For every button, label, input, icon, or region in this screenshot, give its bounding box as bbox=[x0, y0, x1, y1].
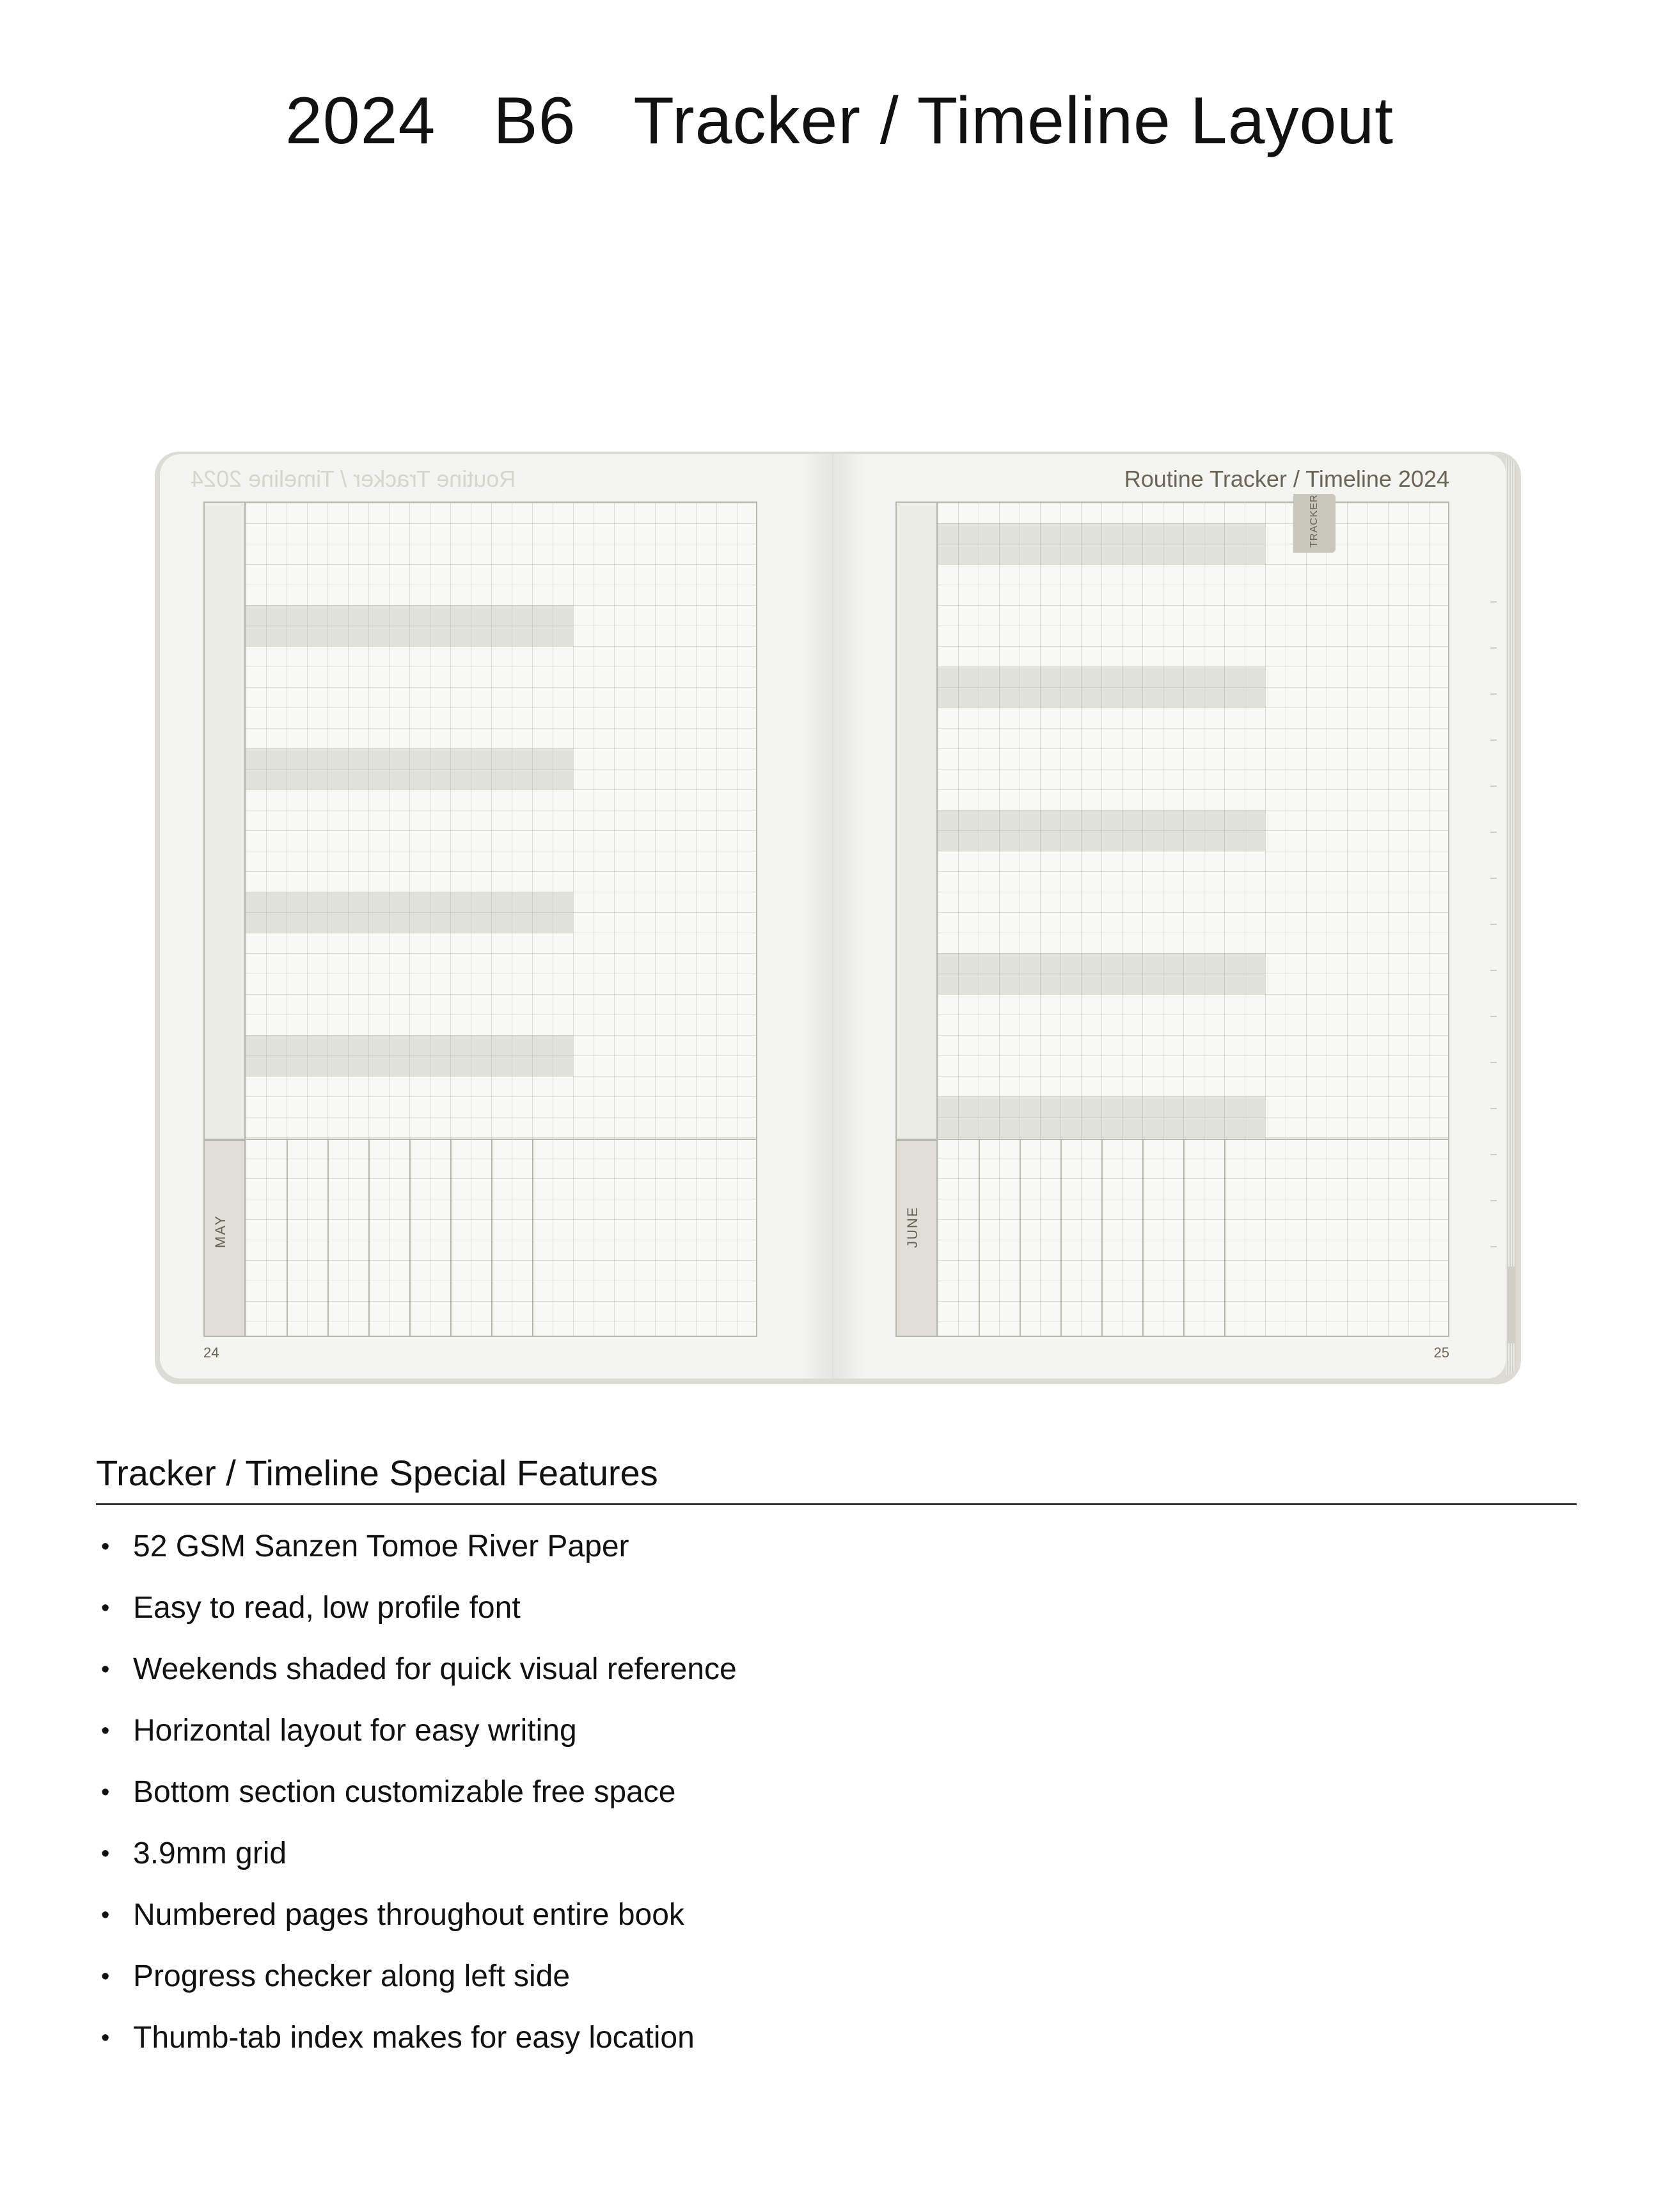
feature-item: • Progress checker along left side bbox=[96, 1948, 737, 2010]
feature-item: • Weekends shaded for quick visual reference bbox=[96, 1641, 737, 1703]
column-line bbox=[368, 1140, 370, 1337]
weekend-shade bbox=[938, 667, 1265, 707]
column-line bbox=[491, 1140, 493, 1337]
may-tracker-grid bbox=[203, 502, 757, 1337]
left-page-number: 24 bbox=[203, 1345, 219, 1361]
weekend-shade bbox=[938, 1096, 1265, 1137]
column-line bbox=[287, 1140, 288, 1337]
progress-checker-ticks bbox=[1490, 557, 1497, 1260]
weekend-shade bbox=[938, 523, 1265, 564]
features-list bbox=[96, 1519, 737, 2071]
weekend-shade bbox=[246, 892, 573, 933]
weekend-shade bbox=[938, 810, 1265, 851]
left-page bbox=[160, 454, 833, 1379]
feature-item: • 52 GSM Sanzen Tomoe River Paper bbox=[96, 1519, 737, 1580]
weekend-shade bbox=[246, 605, 573, 646]
column-line bbox=[1224, 1140, 1226, 1337]
right-page bbox=[833, 454, 1506, 1379]
column-line bbox=[1060, 1140, 1062, 1337]
day-label-column bbox=[205, 503, 246, 1140]
right-page-number: 25 bbox=[1433, 1345, 1449, 1361]
column-line bbox=[450, 1140, 452, 1337]
column-line bbox=[409, 1140, 411, 1337]
june-tracker-grid bbox=[895, 502, 1449, 1337]
column-line bbox=[1020, 1140, 1021, 1337]
column-line bbox=[1142, 1140, 1144, 1337]
page-edges bbox=[1506, 458, 1516, 1375]
column-line bbox=[1101, 1140, 1103, 1337]
thumb-tab-strip bbox=[1508, 1267, 1515, 1343]
column-line bbox=[532, 1140, 533, 1337]
column-line bbox=[327, 1140, 329, 1337]
thumb-tab-label: TRACKER bbox=[1309, 494, 1320, 548]
left-running-title: Routine Tracker / Timeline 2024 bbox=[191, 466, 516, 492]
day-label-column bbox=[897, 503, 938, 1140]
column-line bbox=[979, 1140, 980, 1337]
title-year: 2024 bbox=[285, 84, 436, 158]
month-label-june: JUNE bbox=[904, 1206, 920, 1248]
notebook-spread bbox=[155, 452, 1521, 1384]
title-size: B6 bbox=[493, 84, 576, 158]
feature-item: • Easy to read, low profile font bbox=[96, 1580, 737, 1641]
weekend-shade bbox=[246, 748, 573, 789]
column-line bbox=[1183, 1140, 1185, 1337]
feature-item: • Numbered pages throughout entire book bbox=[96, 1887, 737, 1948]
feature-item: • 3.9mm grid bbox=[96, 1826, 737, 1887]
right-running-title: Routine Tracker / Timeline 2024 bbox=[1124, 466, 1449, 492]
weekend-shade bbox=[246, 1035, 573, 1076]
features-divider bbox=[96, 1503, 1577, 1505]
title-name: Tracker / Timeline Layout bbox=[633, 84, 1394, 158]
month-label-may: MAY bbox=[212, 1214, 228, 1248]
feature-item: • Thumb-tab index makes for easy location bbox=[96, 2010, 737, 2071]
features-title: Tracker / Timeline Special Features bbox=[96, 1453, 658, 1493]
weekend-shade bbox=[938, 953, 1265, 994]
feature-item: • Horizontal layout for easy writing bbox=[96, 1703, 737, 1764]
feature-item: • Bottom section customizable free space bbox=[96, 1764, 737, 1826]
page-title bbox=[0, 83, 1679, 159]
